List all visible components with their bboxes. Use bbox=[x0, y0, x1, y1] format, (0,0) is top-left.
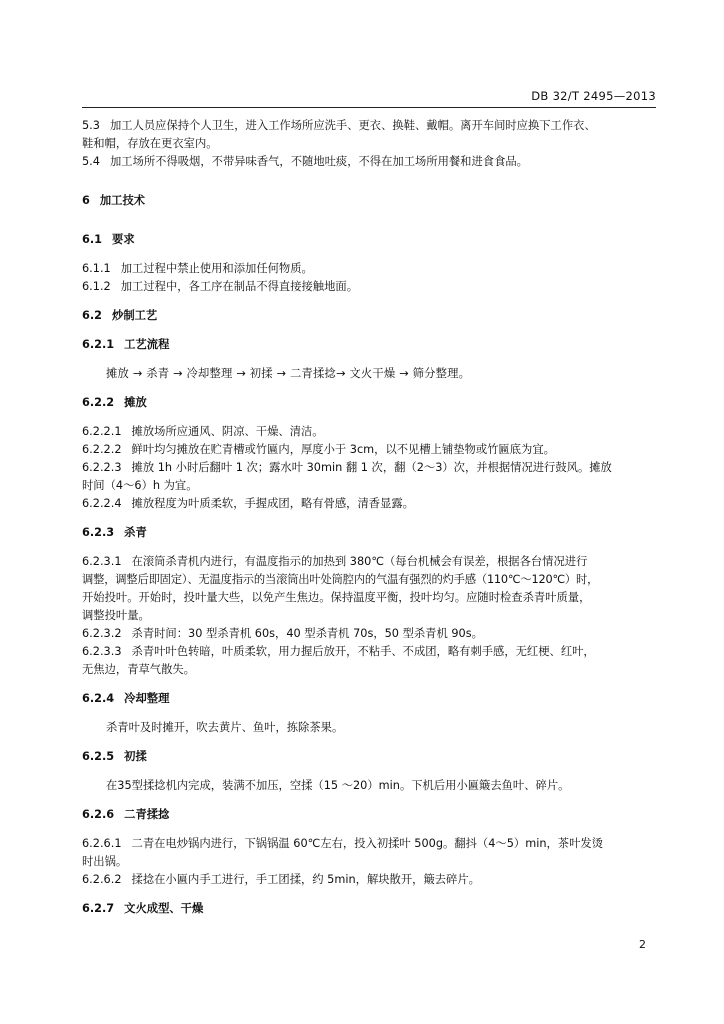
clause-text: 加工人员应保持个人卫生，进入工作场所应洗手、更衣、换鞋、戴帽。离开车间时应换下工作衣、 bbox=[109, 119, 596, 132]
clause-6-1-2 bbox=[82, 279, 656, 295]
section-6-1-heading bbox=[82, 232, 656, 248]
clause-6-2-2-4 bbox=[82, 496, 656, 512]
clause-6-2-3-3-line-1 bbox=[82, 644, 656, 660]
clause-number: 6.2.3.1 bbox=[82, 555, 122, 568]
section-title: 炒制工艺 bbox=[112, 309, 158, 322]
clause-text: 杀青时间：30 型杀青机 60s，40 型杀青机 70s，50 型杀青机 90s。 bbox=[131, 627, 483, 640]
section-title: 加工技术 bbox=[99, 194, 146, 207]
section-6-2-4-heading bbox=[82, 691, 656, 707]
header-standard-code: DB 32/T 2495—2013 bbox=[531, 89, 656, 103]
clause-number: 6.2.6.1 bbox=[82, 837, 122, 850]
section-6-2-heading bbox=[82, 308, 656, 324]
section-6-2-3-heading bbox=[82, 525, 656, 541]
section-6-2-7-heading bbox=[82, 901, 656, 917]
clause-number: 6.2.3.3 bbox=[82, 645, 122, 658]
clause-6-2-2-2 bbox=[82, 442, 656, 458]
clause-6-1-1 bbox=[82, 261, 656, 277]
clause-number: 5.4 bbox=[82, 155, 100, 168]
clause-text: 杀青叶叶色转暗，叶质柔软，用力握后放开，不粘手、不成团，略有刺手感，无红梗、红叶， bbox=[131, 645, 595, 658]
clause-number: 6.2.2.3 bbox=[82, 461, 122, 474]
clause-text: 摊放 1h 小时后翻叶 1 次；露水叶 30min 翻 1 次，翻（2～3）次，并根据情况进行鼓风。摊放 bbox=[131, 461, 612, 474]
paragraph-cooling: 杀青叶及时摊开，吹去黄片、鱼叶，拣除茶果。 bbox=[106, 721, 344, 734]
clause-text: 在滚筒杀青机内进行，有温度指示的加热到 380℃（每台机械会有误差，根据各台情况进行 bbox=[131, 555, 588, 568]
clause-6-2-3-3-line-2: 无焦边，青草气散失。 bbox=[82, 663, 195, 676]
clause-number: 6.2.2.1 bbox=[82, 425, 122, 438]
clause-text: 加工场所不得吸烟，不带异味香气，不随地吐痰，不得在加工场所用餐和进食食品。 bbox=[109, 155, 528, 168]
clause-text: 摊放场所应通风、阴凉、干燥、清洁。 bbox=[131, 425, 324, 438]
section-number: 6.1 bbox=[82, 233, 103, 246]
clause-number: 6.2.2.4 bbox=[82, 497, 122, 510]
clause-text: 加工过程中，各工序在制品不得直接接触地面。 bbox=[120, 280, 358, 293]
section-number: 6.2.4 bbox=[82, 692, 115, 705]
section-number: 6.2.1 bbox=[82, 338, 115, 351]
process-flow: 摊放 → 杀青 → 冷却整理 → 初揉 → 二青揉捻→ 文火干燥 → 筛分整理。 bbox=[106, 367, 471, 380]
clause-5-3-line-2: 鞋和帽，存放在更衣室内。 bbox=[82, 137, 218, 150]
section-number: 6.2.6 bbox=[82, 808, 115, 821]
section-title: 文火成型、干燥 bbox=[124, 902, 204, 915]
header-rule bbox=[82, 107, 656, 108]
section-title: 杀青 bbox=[124, 526, 147, 539]
section-title: 摊放 bbox=[124, 396, 147, 409]
clause-6-2-3-1-line-2: 调整，调整后即固定）、无温度指示的当滚筒出叶处筒腔内的气温有强烈的灼手感（110℃～120℃）时， bbox=[82, 573, 599, 586]
section-number: 6.2.7 bbox=[82, 902, 115, 915]
section-title: 要求 bbox=[112, 233, 135, 246]
section-title: 工艺流程 bbox=[124, 338, 170, 351]
clause-number: 5.3 bbox=[82, 119, 100, 132]
paragraph-initial-rolling: 在35型揉捻机内完成，装满不加压，空揉（15 ～20）min。下机后用小匾簸去鱼叶、碎片。 bbox=[106, 779, 570, 792]
section-number: 6.2.2 bbox=[82, 396, 115, 409]
clause-number: 6.2.6.2 bbox=[82, 873, 122, 886]
clause-6-2-6-1-line-1 bbox=[82, 836, 656, 852]
clause-text: 揉捻在小匾内手工进行，手工团揉，约 5min，解块散开，簸去碎片。 bbox=[131, 873, 480, 886]
page-number: 2 bbox=[639, 938, 646, 951]
clause-text: 加工过程中禁止使用和添加任何物质。 bbox=[120, 262, 313, 275]
section-6-2-5-heading bbox=[82, 749, 656, 765]
section-6-2-2-heading bbox=[82, 395, 656, 411]
clause-6-2-3-2 bbox=[82, 626, 656, 642]
clause-5-4 bbox=[82, 154, 656, 170]
section-title: 冷却整理 bbox=[124, 692, 170, 705]
section-number: 6.2.3 bbox=[82, 526, 115, 539]
section-6-heading bbox=[82, 193, 656, 209]
clause-number: 6.2.3.2 bbox=[82, 627, 122, 640]
clause-number: 6.1.2 bbox=[82, 280, 111, 293]
clause-6-2-6-2 bbox=[82, 872, 656, 888]
section-number: 6.2.5 bbox=[82, 750, 115, 763]
section-title: 初揉 bbox=[124, 750, 147, 763]
section-6-2-6-heading bbox=[82, 807, 656, 823]
clause-text: 鲜叶均匀摊放在贮青槽或竹匾内，厚度小于 3cm，以不见槽上铺垫物或竹匾底为宜。 bbox=[131, 443, 555, 456]
clause-5-3-line-1 bbox=[82, 118, 656, 134]
section-6-2-1-heading bbox=[82, 337, 656, 353]
clause-text: 二青在电炒锅内进行，下锅锅温 60℃左右，投入初揉叶 500g。翻抖（4～5）min，茶叶发烫 bbox=[131, 837, 603, 850]
clause-text: 摊放程度为叶质柔软，手握成团，略有骨感，清香显露。 bbox=[131, 497, 414, 510]
clause-6-2-2-3-line-1 bbox=[82, 460, 656, 476]
clause-number: 6.1.1 bbox=[82, 262, 111, 275]
clause-6-2-3-1-line-4: 调整投叶量。 bbox=[82, 609, 150, 622]
clause-6-2-2-1 bbox=[82, 424, 656, 440]
section-number: 6 bbox=[82, 194, 90, 207]
clause-6-2-3-1-line-1 bbox=[82, 554, 656, 570]
clause-number: 6.2.2.2 bbox=[82, 443, 122, 456]
section-number: 6.2 bbox=[82, 309, 103, 322]
clause-6-2-2-3-line-2: 时间（4～6）h 为宜。 bbox=[82, 479, 198, 492]
section-title: 二青揉捻 bbox=[124, 808, 170, 821]
clause-6-2-3-1-line-3: 开始投叶。开始时，投叶量大些，以免产生焦边。保持温度平衡，投叶均匀。应随时检查杀青叶质量， bbox=[82, 591, 591, 604]
clause-6-2-6-1-line-2: 时出锅。 bbox=[82, 855, 128, 868]
